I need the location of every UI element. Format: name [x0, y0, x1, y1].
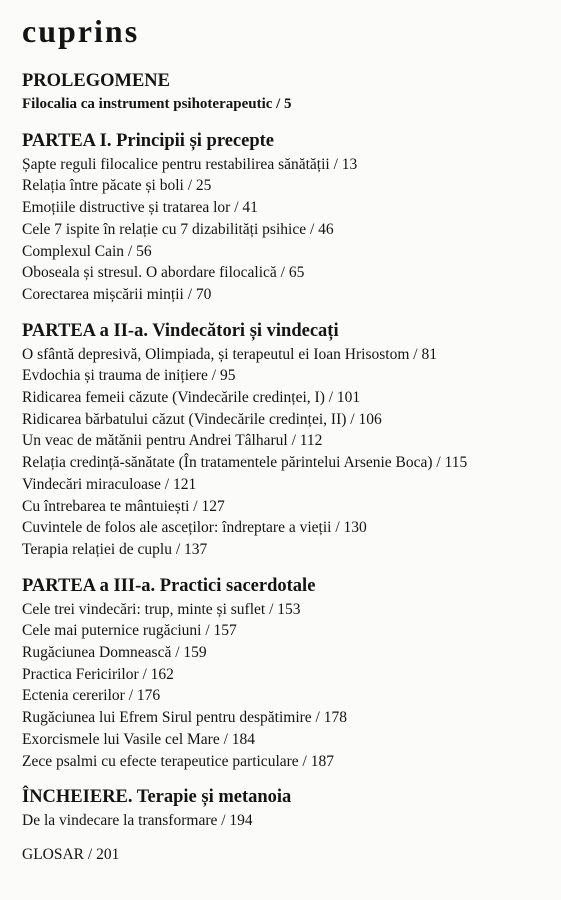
- toc-entry: Ectenia cererilor / 176: [22, 687, 161, 705]
- toc-entry: Ridicarea bărbatului căzut (Vindecările credinței, II) / 106: [22, 410, 382, 428]
- section-heading: PARTEA I. Principii și precepte: [22, 130, 274, 151]
- toc-entry: Filocalia ca instrument psihoterapeutic / 5: [22, 96, 292, 112]
- toc-entry: Exorcismele lui Vasile cel Mare / 184: [22, 730, 256, 748]
- toc-entry: Cu întrebarea te mântuiești / 127: [22, 497, 225, 515]
- glossary-entry: GLOSAR / 201: [22, 845, 120, 863]
- toc-entry: Practica Fericirilor / 162: [22, 665, 174, 683]
- toc-entry: Un veac de mătănii pentru Andrei Tâlharul / 112: [22, 432, 323, 450]
- toc-entry: Ridicarea femeii căzute (Vindecările credinței, I) / 101: [22, 389, 361, 407]
- toc-entry: Vindecări miraculoase / 121: [22, 475, 197, 493]
- toc-entry: Rugăciunea lui Efrem Sirul pentru despătimire / 178: [22, 709, 347, 727]
- toc-entry: Terapia relației de cuplu / 137: [22, 540, 208, 558]
- toc-section: [22, 70, 552, 116]
- toc-entry: Oboseala și stresul. O abordare filocalică / 65: [22, 264, 305, 282]
- toc-entry: Cuvintele de folos ale asceților: îndreptare a vieții / 130: [22, 519, 367, 537]
- toc-entry: Zece psalmi cu efecte terapeutice particulare / 187: [22, 752, 334, 770]
- toc-section: [22, 786, 552, 832]
- toc-entry: Evdochia și trauma de inițiere / 95: [22, 367, 236, 385]
- section-heading: PARTEA a III-a. Practici sacerdotale: [22, 575, 316, 596]
- toc-sections: [22, 70, 552, 832]
- toc-entry: Cele 7 ispite în relație cu 7 dizabilități psihice / 46: [22, 220, 334, 238]
- toc-entry: Șapte reguli filocalice pentru restabilirea sănătății / 13: [22, 155, 358, 173]
- toc-entry: Cele trei vindecări: trup, minte și suflet / 153: [22, 600, 301, 618]
- section-heading: PARTEA a II-a. Vindecători și vindecați: [22, 320, 339, 341]
- toc-section: [22, 130, 552, 306]
- table-of-contents: [22, 14, 552, 864]
- toc-entry: Cele mai puternice rugăciuni / 157: [22, 622, 237, 640]
- toc-entry: De la vindecare la transformare / 194: [22, 812, 253, 830]
- toc-section: [22, 575, 552, 773]
- toc-entry: Rugăciunea Domnească / 159: [22, 644, 207, 662]
- page-title: cuprins: [22, 13, 140, 49]
- toc-entry: Corectarea mișcării minții / 70: [22, 285, 212, 303]
- toc-entry: Emoțiile distructive și tratarea lor / 41: [22, 199, 258, 217]
- toc-section: [22, 320, 552, 561]
- section-heading: ÎNCHEIERE. Terapie și metanoia: [22, 787, 292, 808]
- toc-entry: Complexul Cain / 56: [22, 242, 152, 260]
- toc-entry: Relația între păcate și boli / 25: [22, 177, 212, 195]
- toc-entry: O sfântă depresivă, Olimpiada, și terapeutul ei Ioan Hrisostom / 81: [22, 345, 437, 363]
- toc-entry: Relația credință-sănătate (În tratamentele părintelui Arsenie Boca) / 115: [22, 454, 468, 472]
- section-heading: PROLEGOMENE: [22, 71, 171, 91]
